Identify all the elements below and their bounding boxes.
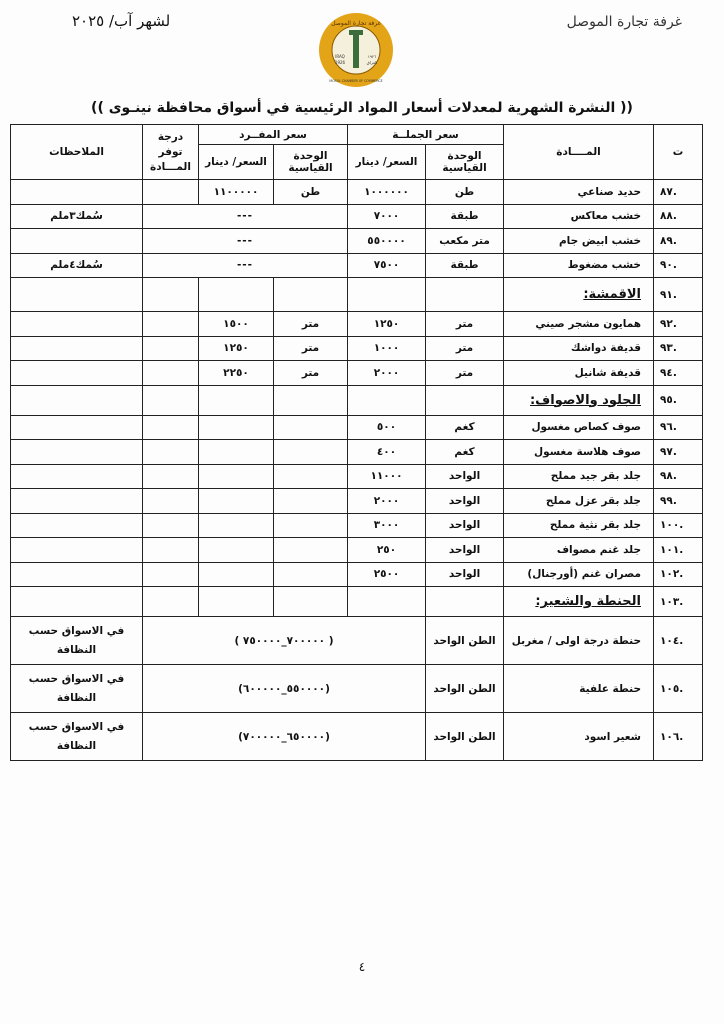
- item-name: حنطة درجة اولى / مغربل: [504, 617, 654, 665]
- row-note: [11, 229, 143, 254]
- row-seq: .١٠٦: [654, 713, 703, 761]
- item-name: خشب ابيض جام: [504, 229, 654, 254]
- row-note: [11, 562, 143, 587]
- table-row: [11, 253, 703, 278]
- table-row: [11, 538, 703, 563]
- wholesale-price: ١٠٠٠٠٠٠: [348, 180, 426, 205]
- availability: [143, 361, 199, 386]
- row-note: [11, 489, 143, 514]
- retail-unit: [274, 440, 348, 465]
- row-seq: .٩٩: [654, 489, 703, 514]
- retail-unit: متر: [274, 336, 348, 361]
- chamber-logo: [318, 12, 394, 88]
- row-note: [11, 513, 143, 538]
- retail-unit: [274, 464, 348, 489]
- empty-cell: [348, 278, 426, 312]
- empty-cell: [348, 385, 426, 415]
- wholesale-price: ٢٠٠٠: [348, 361, 426, 386]
- row-seq: .٩٧: [654, 440, 703, 465]
- col-wholesale-price: السعر/ دينار: [348, 145, 426, 180]
- logo-year-en: 1926: [334, 60, 346, 65]
- empty-cell: [274, 587, 348, 617]
- price-range: (٥٥٠٠٠٠_٦٠٠٠٠٠): [143, 665, 426, 713]
- item-name: جلد بقر جيد مملح: [504, 464, 654, 489]
- row-seq: .٩٦: [654, 415, 703, 440]
- retail-unit: [274, 538, 348, 563]
- price-table: [10, 124, 703, 761]
- wholesale-price: ١٢٥٠: [348, 312, 426, 337]
- wholesale-unit: متر: [426, 336, 504, 361]
- availability: [143, 513, 199, 538]
- item-name: همايون مشجر صيني: [504, 312, 654, 337]
- row-seq: .٩٤: [654, 361, 703, 386]
- row-note: [11, 312, 143, 337]
- availability: [143, 562, 199, 587]
- empty-cell: [274, 278, 348, 312]
- retail-price: ١٢٥٠: [199, 336, 274, 361]
- table-row: [11, 513, 703, 538]
- row-note: في الاسواق حسب النظافة: [11, 665, 143, 713]
- wholesale-price: ٢٥٠: [348, 538, 426, 563]
- retail-price: [199, 513, 274, 538]
- col-availability: درجة توفر المـــادة: [143, 125, 199, 180]
- wholesale-unit: طبقة: [426, 204, 504, 229]
- retail-price: ١٥٠٠: [199, 312, 274, 337]
- availability: [143, 312, 199, 337]
- wholesale-unit: الطن الواحد: [426, 713, 504, 761]
- retail-unit: [274, 513, 348, 538]
- col-seq: ت: [654, 125, 703, 180]
- wholesale-unit: الواحد: [426, 538, 504, 563]
- item-name: خشب مضغوط: [504, 253, 654, 278]
- item-name: خشب معاكس: [504, 204, 654, 229]
- empty-cell: [274, 385, 348, 415]
- row-seq: .١٠٣: [654, 587, 703, 617]
- table-row: [11, 440, 703, 465]
- col-retail: سعر المفــرد: [199, 125, 348, 145]
- col-retail-unit: الوحدة القياسية: [274, 145, 348, 180]
- row-note: في الاسواق حسب النظافة: [11, 713, 143, 761]
- availability: [143, 180, 199, 205]
- row-seq: .٩٠: [654, 253, 703, 278]
- row-seq: .٩١: [654, 278, 703, 312]
- wholesale-price: ٧٥٠٠: [348, 253, 426, 278]
- wholesale-unit: متر: [426, 312, 504, 337]
- empty-cell: [143, 385, 199, 415]
- row-note: [11, 415, 143, 440]
- row-note: في الاسواق حسب النظافة: [11, 617, 143, 665]
- row-seq: .١٠٢: [654, 562, 703, 587]
- item-name: مصران غنم (أورجنال): [504, 562, 654, 587]
- row-note: [11, 538, 143, 563]
- retail-price: ١١٠٠٠٠٠: [199, 180, 274, 205]
- retail-price: [199, 538, 274, 563]
- price-range: (٦٥٠٠٠٠_٧٠٠٠٠٠): [143, 713, 426, 761]
- item-name: شعير اسود: [504, 713, 654, 761]
- col-wholesale: سعر الجملــة: [348, 125, 504, 145]
- table-row: [11, 464, 703, 489]
- table-row: [11, 665, 703, 713]
- empty-cell: [11, 385, 143, 415]
- empty-cell: [199, 385, 274, 415]
- retail-unit: متر: [274, 312, 348, 337]
- row-note: [11, 361, 143, 386]
- row-seq: .١٠٤: [654, 617, 703, 665]
- row-seq: .٩٨: [654, 464, 703, 489]
- table-row: [11, 312, 703, 337]
- item-name: جلد بقر نثية مملح: [504, 513, 654, 538]
- row-seq: .٨٧: [654, 180, 703, 205]
- wholesale-price: ٣٠٠٠: [348, 513, 426, 538]
- wholesale-price: ٤٠٠: [348, 440, 426, 465]
- wholesale-unit: طبقة: [426, 253, 504, 278]
- retail-price: [199, 489, 274, 514]
- availability: [143, 489, 199, 514]
- item-name: حنطة علفية: [504, 665, 654, 713]
- report-month: لشهر آب/ ٢٠٢٥: [72, 12, 171, 30]
- logo-iraq-en: IRAQ: [335, 54, 345, 59]
- row-seq: .١٠١: [654, 538, 703, 563]
- availability: [143, 440, 199, 465]
- wholesale-price: ١٠٠٠: [348, 336, 426, 361]
- empty-cell: [143, 587, 199, 617]
- availability: [143, 464, 199, 489]
- table-row: [11, 180, 703, 205]
- wholesale-price: ١١٠٠٠: [348, 464, 426, 489]
- retail-price: ٢٢٥٠: [199, 361, 274, 386]
- logo-bottom-text: MOSUL CHAMBER OF COMMERCE: [329, 79, 383, 83]
- bulletin-title: (( النشرة الشهرية لمعدلات أسعار المواد الرئيسية في أسواق محافظة نينـوى )): [91, 100, 633, 116]
- item-name: جلد غنم مصواف: [504, 538, 654, 563]
- item-name: جلد بقر عزل مملح: [504, 489, 654, 514]
- row-note: سُمك٤ملم: [11, 253, 143, 278]
- retail-price: [199, 562, 274, 587]
- empty-cell: [348, 587, 426, 617]
- empty-cell: [11, 587, 143, 617]
- retail-unit: [274, 489, 348, 514]
- section-row: [11, 587, 703, 617]
- row-seq: .٩٥: [654, 385, 703, 415]
- row-seq: .٨٩: [654, 229, 703, 254]
- row-seq: .١٠٥: [654, 665, 703, 713]
- section-row: [11, 385, 703, 415]
- table-row: [11, 204, 703, 229]
- empty-cell: [199, 587, 274, 617]
- table-row: [11, 617, 703, 665]
- retail-dash: ---: [143, 204, 348, 229]
- retail-dash: ---: [143, 253, 348, 278]
- wholesale-unit: الواحد: [426, 513, 504, 538]
- wholesale-unit: الطن الواحد: [426, 617, 504, 665]
- col-retail-price: السعر/ دينار: [199, 145, 274, 180]
- wholesale-price: ٧٠٠٠: [348, 204, 426, 229]
- empty-cell: [426, 278, 504, 312]
- row-note: [11, 336, 143, 361]
- row-note: [11, 180, 143, 205]
- wholesale-unit: متر مكعب: [426, 229, 504, 254]
- empty-cell: [199, 278, 274, 312]
- item-name: صوف هلاسة مغسول: [504, 440, 654, 465]
- table-row: [11, 713, 703, 761]
- availability: [143, 336, 199, 361]
- availability: [143, 415, 199, 440]
- wholesale-unit: الطن الواحد: [426, 665, 504, 713]
- col-item: المــــادة: [504, 125, 654, 180]
- logo-year-ar: ١٩٢٦: [367, 54, 377, 59]
- row-seq: .٩٢: [654, 312, 703, 337]
- section-row: [11, 278, 703, 312]
- col-wholesale-unit: الوحدة القياسية: [426, 145, 504, 180]
- empty-cell: [426, 587, 504, 617]
- logo-top-text: غرفة تجارة الموصل: [331, 20, 381, 27]
- wholesale-unit: الواحد: [426, 562, 504, 587]
- wholesale-price: ٢٥٠٠: [348, 562, 426, 587]
- table-body: [11, 180, 703, 761]
- empty-cell: [426, 385, 504, 415]
- table-row: [11, 489, 703, 514]
- row-note: [11, 464, 143, 489]
- retail-unit: متر: [274, 361, 348, 386]
- section-title: الحنطة والشعير:: [504, 587, 654, 617]
- item-name: قديفة شانيل: [504, 361, 654, 386]
- availability: [143, 538, 199, 563]
- empty-cell: [11, 278, 143, 312]
- page-number: ٤: [358, 960, 366, 974]
- item-name: صوف كصاص مغسول: [504, 415, 654, 440]
- retail-dash: ---: [143, 229, 348, 254]
- wholesale-price: ٥٥٠٠٠٠: [348, 229, 426, 254]
- retail-unit: [274, 415, 348, 440]
- retail-price: [199, 440, 274, 465]
- col-notes: الملاحظات: [11, 125, 143, 180]
- row-note: [11, 440, 143, 465]
- wholesale-unit: كغم: [426, 415, 504, 440]
- table-row: [11, 562, 703, 587]
- logo-iraq-ar: العراق: [366, 60, 378, 65]
- wholesale-unit: متر: [426, 361, 504, 386]
- empty-cell: [143, 278, 199, 312]
- retail-price: [199, 415, 274, 440]
- section-title: الجلود والاصواف:: [504, 385, 654, 415]
- wholesale-unit: الواحد: [426, 464, 504, 489]
- row-note: سُمك٣ملم: [11, 204, 143, 229]
- wholesale-unit: كغم: [426, 440, 504, 465]
- table-row: [11, 336, 703, 361]
- retail-unit: طن: [274, 180, 348, 205]
- wholesale-price: ٥٠٠: [348, 415, 426, 440]
- row-seq: .٨٨: [654, 204, 703, 229]
- row-seq: .٩٣: [654, 336, 703, 361]
- organization-name: غرفة تجارة الموصل: [566, 14, 682, 30]
- row-seq: .١٠٠: [654, 513, 703, 538]
- item-name: حديد صناعي: [504, 180, 654, 205]
- section-title: الاقمشة:: [504, 278, 654, 312]
- wholesale-unit: طن: [426, 180, 504, 205]
- wholesale-unit: الواحد: [426, 489, 504, 514]
- table-row: [11, 415, 703, 440]
- table-row: [11, 229, 703, 254]
- table-row: [11, 361, 703, 386]
- retail-price: [199, 464, 274, 489]
- item-name: قديفة دواشك: [504, 336, 654, 361]
- price-range: ( ٧٠٠٠٠٠_٧٥٠٠٠٠ ): [143, 617, 426, 665]
- wholesale-price: ٢٠٠٠: [348, 489, 426, 514]
- retail-unit: [274, 562, 348, 587]
